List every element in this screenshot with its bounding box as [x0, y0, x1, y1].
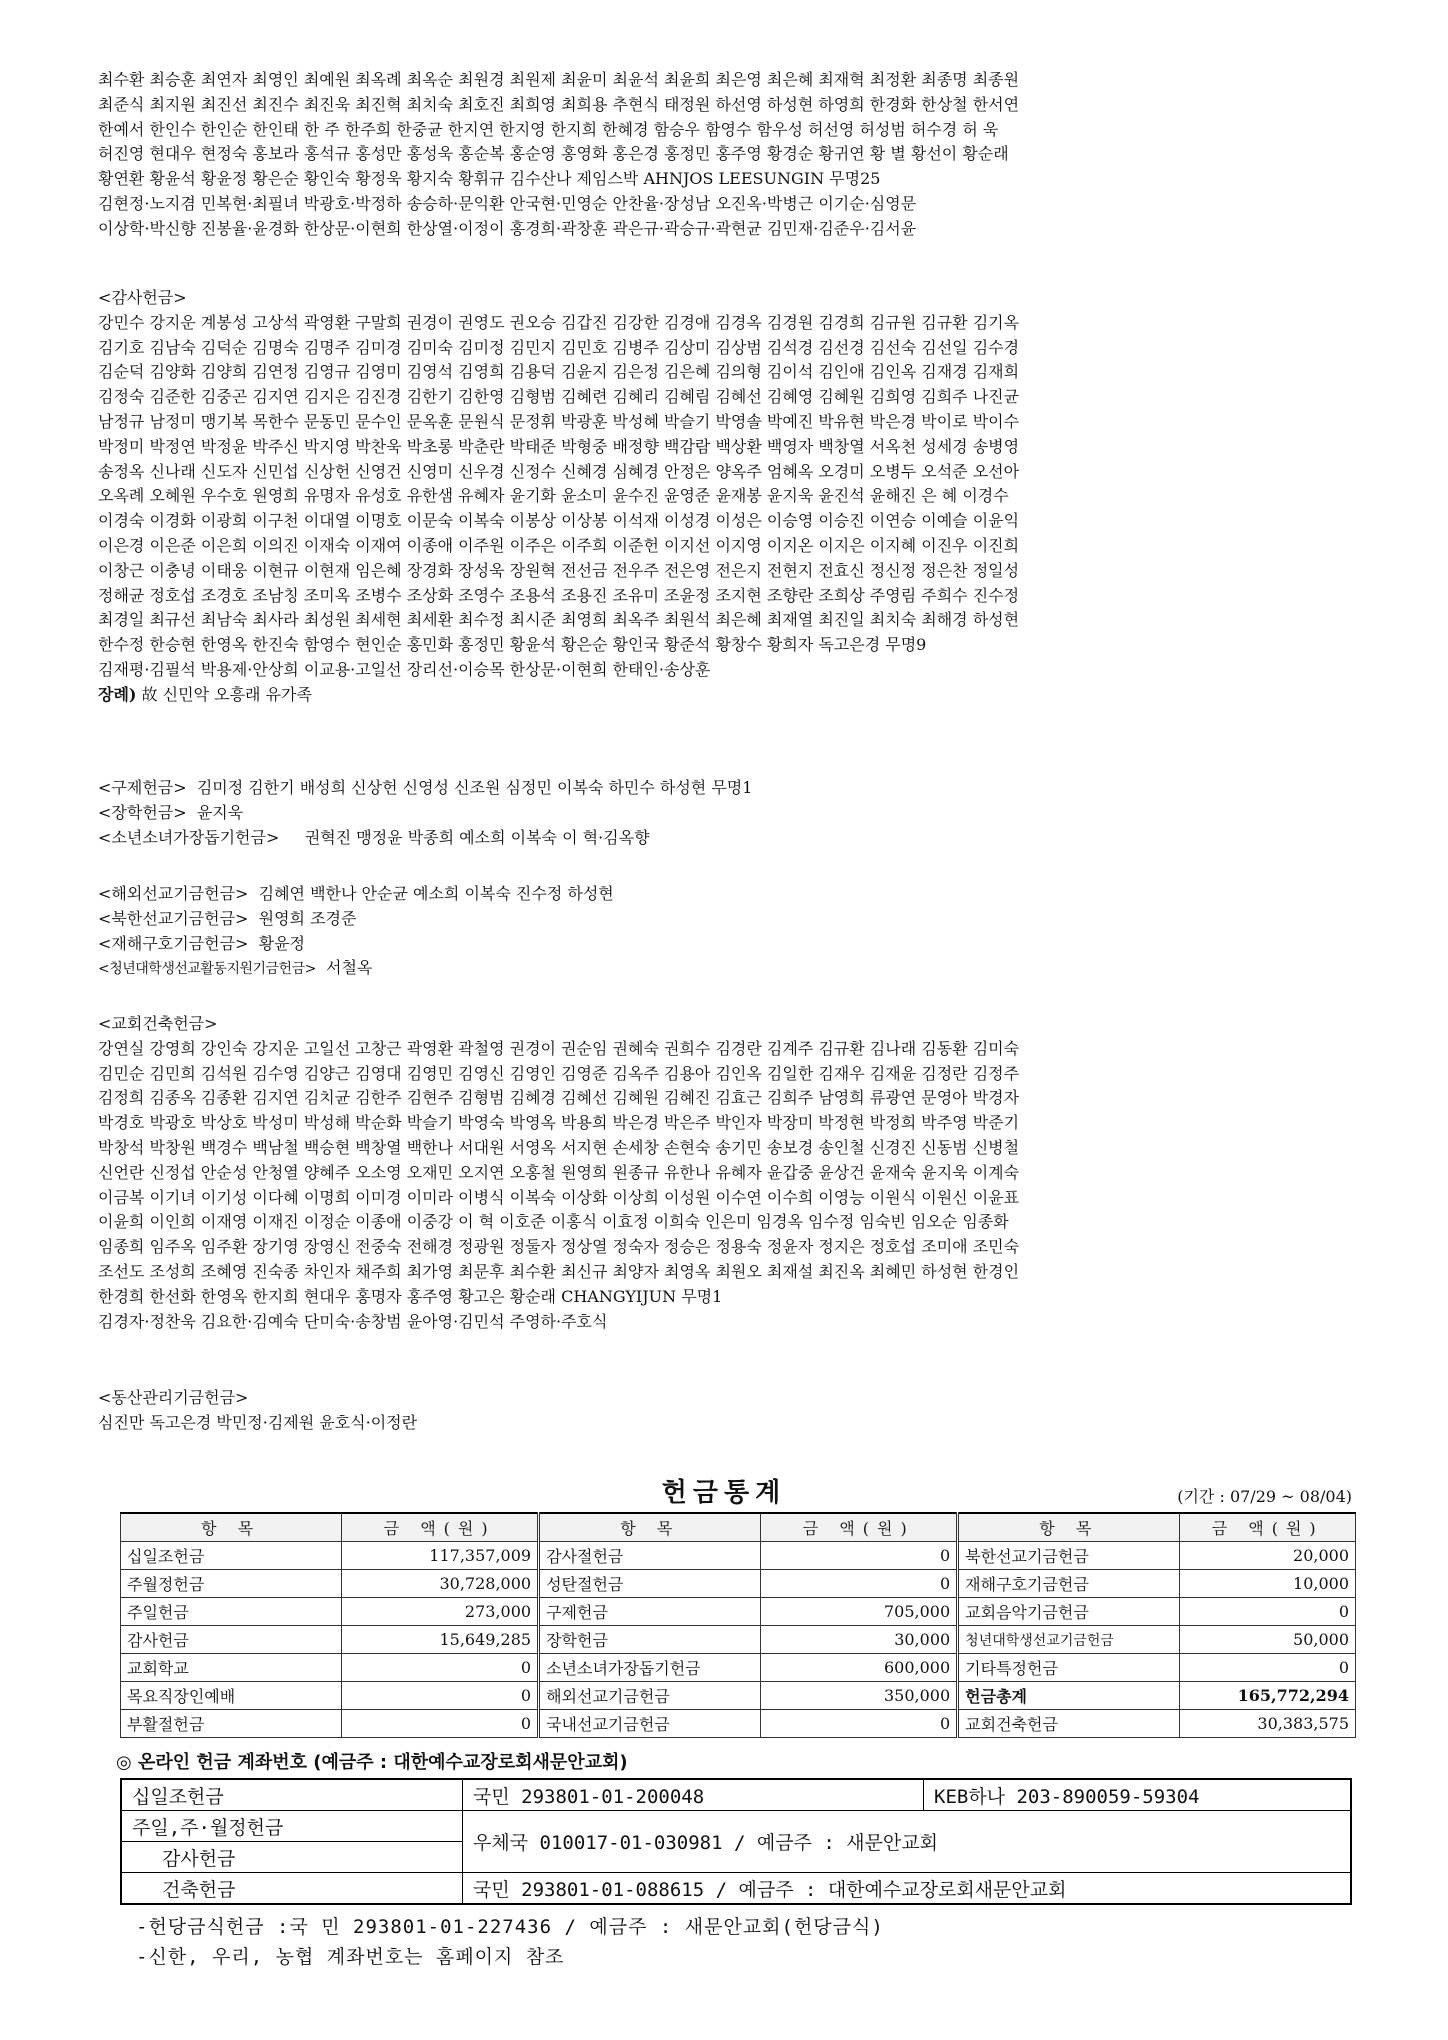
stat-label: 감사헌금	[121, 1626, 342, 1654]
name-line: 김정희 김종옥 김종환 김지연 김치균 김한주 김현주 김형범 김혜경 김혜선 김혜원 김혜진 김효근 김희주 남영희 류광연 문영아 박경자	[98, 1088, 1020, 1108]
name-line: 김경자·정찬욱 김요한·김예숙 단미숙·송창범 윤아영·김민석 주영하·주호식	[98, 1311, 608, 1331]
section-heading: <구제헌금>	[98, 778, 187, 797]
name-line: 이금복 이기녀 이기성 이다혜 이명희 이미경 이미라 이병식 이복숙 이상화 이상희 이성원 이수연 이수희 이영능 이원식 이원신 이윤표	[98, 1187, 1020, 1207]
section-heading: <장학헌금>	[98, 802, 187, 822]
relief-offering	[98, 776, 1388, 801]
col-header: 금 액(원)	[761, 1513, 958, 1542]
stat-label: 국내선교기금헌금	[539, 1710, 761, 1738]
name-line: 김현정·노지겸 민복현·최필녀 박광호·박정하 송승하·문익환 안국현·민영순 안찬율·장성남 오진옥·박병근 이기순·심영문	[98, 193, 917, 213]
name-line: 이상학·박신향 진봉율·윤경화 한상문·이현희 한상열·이정이 홍경희·곽창훈 곽은규·곽승규·곽현균 김민재·김준우·김서윤	[98, 218, 917, 238]
note-line: -신한, 우리, 농협 계좌번호는 홈페이지 참조	[136, 1946, 565, 1968]
stat-label: 교회학교	[121, 1654, 342, 1682]
stat-label: 기타특정헌금	[958, 1654, 1180, 1682]
name-line: 박창석 박창원 백경수 백남철 백승현 백창열 백한나 서대원 서영옥 서지현 손세창 손현숙 송기민 송보경 송인철 신경진 신동범 신병철	[98, 1137, 1020, 1157]
name-line: 조선도 조성희 조혜영 진숙종 차인자 채주희 최가영 최문후 최수환 최신규 최양자 최영옥 최원오 최재설 최진옥 최혜민 하성현 한경인	[98, 1261, 1020, 1281]
name-line: 이경숙 이경화 이광희 이구천 이대열 이명호 이문숙 이복숙 이봉상 이상봉 이석재 이성경 이성은 이승영 이승진 이연승 이예슬 이윤익	[98, 511, 1020, 531]
name-list: 황윤정	[258, 933, 306, 953]
thanks-offering-section	[98, 286, 1388, 708]
name-line: 황연환 황윤석 황윤정 황은순 황인숙 황정욱 황지숙 황휘규 김수산나 제임스박 AHNJOS LEESUNGIN 무명25	[98, 169, 881, 189]
name-line: 송정옥 신나래 신도자 신민섭 신상헌 신영건 신영미 신우경 신정수 신혜경 심혜경 안정은 양옥주 엄혜옥 오경미 오병두 오석준 오선아	[98, 461, 1020, 481]
stat-amount: 50,000	[1180, 1626, 1356, 1654]
name-list: 서철옥	[326, 958, 373, 978]
name-line: 이창근 이충녕 이태웅 이현규 이현재 임은혜 장경화 장성욱 장원혁 전선금 전우주 전은영 전은지 전현지 전효신 정신정 정은찬 정일성	[98, 560, 1020, 580]
name-line: 심진만 독고은경 박민정·김제원 윤호식·이정란	[98, 1412, 418, 1432]
account-number: KEB하나 203-890059-59304	[924, 1779, 1352, 1811]
section-heading: <소년소녀가장돕기헌금>	[98, 827, 280, 847]
stat-label: 장학헌금	[539, 1626, 761, 1654]
stat-amount: 0	[342, 1682, 539, 1710]
stat-amount: 600,000	[761, 1654, 958, 1682]
stat-amount: 0	[761, 1542, 958, 1570]
note-line: -헌당금식헌금 :국 민 293801-01-227436 / 예금주 : 새문안교회(헌당금식)	[136, 1916, 884, 1938]
stats-title: 헌금통계	[661, 1478, 787, 1508]
memorial-line	[98, 683, 1388, 708]
name-line: 오옥례 오혜원 우수호 원영희 유명자 유성호 유한샘 유혜자 윤기화 윤소미 윤수진 윤영준 윤재봉 윤지욱 윤진석 윤해진 은 혜 이경수	[98, 486, 1009, 506]
name-line: 허진영 현대우 현정숙 홍보라 홍석규 홍성만 홍성욱 홍순복 홍순영 홍영화 홍은경 홍정민 홍주영 황경순 황귀연 황 별 황선이 황순래	[98, 144, 1009, 164]
account-number: 국민 293801-01-200048	[463, 1779, 924, 1811]
account-label: 십일조헌금	[121, 1779, 463, 1811]
table-row	[121, 1570, 1356, 1598]
bank-accounts-table	[120, 1778, 1352, 1905]
stat-label: 구제헌금	[539, 1598, 761, 1626]
name-line: 김재평·김필석 박용제·안상희 이교용·고일선 장리선·이승목 한상문·이현희 한태인·송상훈	[98, 659, 711, 679]
col-header: 항 목	[958, 1513, 1180, 1542]
stat-label: 십일조헌금	[121, 1542, 342, 1570]
stat-amount: 20,000	[1180, 1542, 1356, 1570]
table-row	[121, 1710, 1356, 1738]
stat-amount: 0	[342, 1710, 539, 1738]
account-label: 건축헌금	[121, 1873, 463, 1905]
stat-label: 재해구호기금헌금	[958, 1570, 1180, 1598]
memorial-label: 장례)	[98, 684, 137, 704]
mission-offering-section	[98, 882, 1388, 982]
name-line: 박정미 박정연 박정윤 박주신 박지영 박찬욱 박초롱 박춘란 박태준 박형중 배정향 백감람 백상환 백영자 백창열 서옥천 성세경 송병영	[98, 436, 1020, 456]
account-label: 감사헌금	[121, 1842, 463, 1873]
table-row	[121, 1626, 1356, 1654]
name-list: 권혁진 맹정윤 박종희 예소희 이복숙 이 혁·김옥향	[304, 827, 650, 847]
scholarship-offering	[98, 801, 1388, 826]
name-line: 정해균 정호섭 조경호 조남칭 조미옥 조병수 조상화 조영수 조용석 조용진 조유미 조윤정 조지현 조향란 조희상 주영림 주희수 진수정	[98, 585, 1020, 605]
stat-label: 해외선교기금헌금	[539, 1682, 761, 1710]
name-line: 김정숙 김준한 김중곤 김지연 김지은 김진경 김한기 김한영 김형범 김혜련 김혜리 김혜림 김혜선 김혜영 김혜원 김희영 김희주 나진균	[98, 387, 1020, 407]
overseas-mission-offering	[98, 882, 1388, 907]
table-row	[121, 1654, 1356, 1682]
account-number: 우체국 010017-01-030981 / 예금주 : 새문안교회	[463, 1811, 1352, 1873]
name-list: 김혜연 백한나 안순균 예소희 이복숙 진수정 하성현	[258, 884, 614, 903]
stat-label: 북한선교기금헌금	[958, 1542, 1180, 1570]
stat-label: 교회건축헌금	[958, 1710, 1180, 1738]
table-row	[121, 1811, 1351, 1842]
misc-offering-section	[98, 776, 1388, 850]
stat-amount: 30,000	[761, 1626, 958, 1654]
name-line: 한경희 한선화 한영옥 한지희 현대우 홍명자 홍주영 황고은 황순래 CHANGYIJUN 무명1	[98, 1286, 723, 1306]
memorial-text: 故 신민악 오흥래 유가족	[136, 684, 312, 704]
account-number: 국민 293801-01-088615 / 예금주 : 대한예수교장로회새문안교회	[463, 1873, 1352, 1905]
name-line: 임종희 임주옥 임주환 장기영 장영신 전중숙 전해경 정광원 정둘자 정상열 정숙자 정승은 정용숙 정윤자 정지은 정호섭 조미애 조민숙	[98, 1237, 1020, 1257]
stat-amount: 30,728,000	[342, 1570, 539, 1598]
stat-amount: 0	[1180, 1598, 1356, 1626]
stats-header-row	[121, 1513, 1356, 1542]
property-offering-section	[98, 1386, 1388, 1436]
stat-amount: 705,000	[761, 1598, 958, 1626]
disaster-relief-offering	[98, 932, 1388, 957]
stat-total-amount: 165,772,294	[1180, 1682, 1356, 1710]
building-offering-section	[98, 1012, 1388, 1334]
stat-label: 목요직장인예배	[121, 1682, 342, 1710]
stat-label: 헌금총계	[958, 1682, 1180, 1710]
stat-label: 청년대학생선교기금헌금	[958, 1626, 1180, 1654]
stat-amount: 0	[1180, 1654, 1356, 1682]
online-accounts-title: ◎ 온라인 헌금 계좌번호 (예금주 : 대한예수교장로회새문안교회)	[116, 1752, 628, 1773]
name-line: 남정규 남정미 맹기복 목한수 문동민 문수인 문옥훈 문원식 문정휘 박광훈 박성혜 박슬기 박영솔 박예진 박유현 박은경 박이로 박이수	[98, 411, 1020, 431]
name-line: 김기호 김남숙 김덕순 김명숙 김명주 김미경 김미숙 김미정 김민지 김민호 김병주 김상미 김상범 김석경 김선경 김선숙 김선일 김수경	[98, 337, 1020, 357]
col-header: 금 액(원)	[1180, 1513, 1356, 1542]
stat-amount: 117,357,009	[342, 1542, 539, 1570]
stat-amount: 30,383,575	[1180, 1710, 1356, 1738]
name-line: 최준식 최지원 최진선 최진수 최진욱 최진혁 최치숙 최호진 최희영 최희용 추현식 태정원 하선영 하성현 하영희 한경화 한상철 한서연	[98, 94, 1020, 114]
name-line: 이은경 이은준 이은희 이의진 이재숙 이재여 이종애 이주원 이주은 이주희 이준헌 이지선 이지영 이지온 이지은 이지혜 이진우 이진희	[98, 535, 1020, 555]
stat-label: 소년소녀가장돕기헌금	[539, 1654, 761, 1682]
table-row	[121, 1873, 1351, 1905]
name-line: 김민순 김민희 김석원 김수영 김양근 김영대 김영민 김영신 김영인 김영준 김옥주 김용아 김인옥 김일한 김재우 김재윤 김정란 김정주	[98, 1063, 1020, 1083]
section-heading: <재해구호기금헌금>	[98, 933, 249, 953]
name-list: 김미정 김한기 배성희 신상헌 신영성 신조원 심정민 이복숙 하민수 하성현 무명1	[196, 778, 753, 797]
stat-amount: 350,000	[761, 1682, 958, 1710]
name-line: 한예서 한인수 한인순 한인태 한 주 한주희 한중균 한지연 한지영 한지희 한혜경 함승우 함영수 함우성 허선영 허성범 허수경 허 욱	[98, 119, 999, 139]
stat-amount: 0	[761, 1570, 958, 1598]
section-heading: <교회건축헌금>	[98, 1014, 218, 1033]
table-row	[121, 1598, 1356, 1626]
youth-mission-offering	[98, 956, 1388, 982]
section-heading: <해외선교기금헌금>	[98, 884, 249, 903]
section-heading: <청년대학생선교활동지원기금헌금>	[98, 961, 316, 978]
stat-label: 주일헌금	[121, 1598, 342, 1626]
table-row	[121, 1779, 1351, 1811]
name-list: 윤지욱	[196, 802, 244, 822]
col-header: 금 액(원)	[342, 1513, 539, 1542]
table-row	[121, 1542, 1356, 1570]
name-line: 강민수 강지운 계봉성 고상석 곽영환 구말희 권경이 권영도 권오승 김갑진 김강한 김경애 김경옥 김경원 김경희 김규원 김규환 김기옥	[98, 312, 1020, 332]
stat-label: 교회음악기금헌금	[958, 1598, 1180, 1626]
name-line: 박경호 박광호 박상호 박성미 박성해 박순화 박슬기 박영숙 박영옥 박용희 박은경 박은주 박인자 박장미 박정현 박정희 박주영 박준기	[98, 1113, 1020, 1133]
name-list: 원영희 조경준	[258, 908, 357, 928]
name-line: 신언란 신정섭 안순성 안청열 양혜주 오소영 오재민 오지연 오홍철 원영희 원종규 유한나 유혜자 윤갑중 윤상건 윤재숙 윤지욱 이계숙	[98, 1162, 1020, 1182]
name-line: 최경일 최규선 최남숙 최사라 최성원 최세현 최세환 최수정 최시준 최영희 최옥주 최원석 최은혜 최재열 최진일 최치숙 최해경 하성현	[98, 610, 1020, 630]
section-heading: <북한선교기금헌금>	[98, 908, 249, 928]
table-row	[121, 1682, 1356, 1710]
col-header: 항 목	[539, 1513, 761, 1542]
name-line: 김순덕 김양화 김양희 김연정 김영규 김영미 김영석 김영희 김용덕 김윤지 김은정 김은혜 김의형 김이석 김인애 김인옥 김재경 김재희	[98, 362, 1020, 382]
top-name-list	[98, 68, 1388, 242]
section-heading: <감사헌금>	[98, 288, 187, 307]
name-line: 최수환 최승훈 최연자 최영인 최예원 최옥례 최옥순 최원경 최원제 최윤미 최윤석 최윤희 최은영 최은혜 최재혁 최정환 최종명 최종원	[98, 70, 1020, 89]
stat-label: 성탄절헌금	[539, 1570, 761, 1598]
stat-label: 주월정헌금	[121, 1570, 342, 1598]
stat-amount: 15,649,285	[342, 1626, 539, 1654]
stat-amount: 273,000	[342, 1598, 539, 1626]
name-line: 강연실 강영희 강인숙 강지운 고일선 고창근 곽영환 곽철영 권경이 권순임 권혜숙 권희수 김경란 김계주 김규환 김나래 김동환 김미숙	[98, 1038, 1020, 1058]
col-header: 항 목	[121, 1513, 342, 1542]
name-line: 이윤희 이인희 이재영 이재진 이정순 이종애 이중강 이 혁 이호준 이홍식 이효정 이희숙 인은미 임경옥 임수정 임숙빈 임오순 임종화	[98, 1212, 1009, 1232]
stat-amount: 0	[342, 1654, 539, 1682]
name-line: 한수정 한승현 한영옥 한진숙 함영수 현인순 홍민화 홍정민 황윤석 황은순 황인국 황준석 황창수 황희자 독고은경 무명9	[98, 635, 927, 655]
offering-stats-table	[120, 1512, 1356, 1738]
stat-label: 감사절헌금	[539, 1542, 761, 1570]
stat-amount: 0	[761, 1710, 958, 1738]
youth-support-offering	[98, 826, 1388, 851]
stat-amount: 10,000	[1180, 1570, 1356, 1598]
account-label: 주일,주·월정헌금	[121, 1811, 463, 1842]
north-korea-mission-offering	[98, 907, 1388, 932]
section-heading: <동산관리기금헌금>	[98, 1388, 249, 1407]
stat-label: 부활절헌금	[121, 1710, 342, 1738]
stats-period: (기간 : 07/29 ~ 08/04)	[1177, 1487, 1352, 1506]
